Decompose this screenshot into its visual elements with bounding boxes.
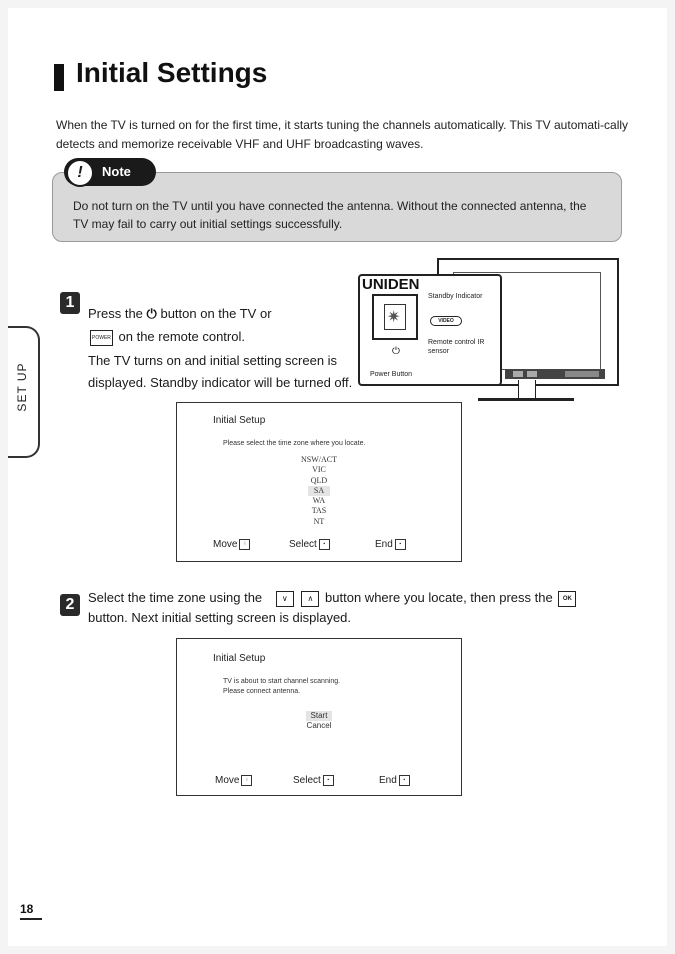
timezone-option[interactable]: VIC (312, 465, 326, 475)
screen-1-move-hint (213, 539, 250, 550)
exit-key-icon: ▪ (399, 775, 410, 786)
step-2-badge: 2 (60, 594, 80, 616)
screen-1-title: Initial Setup (213, 415, 266, 426)
screen-2-message-1: TV is about to start channel scanning. (223, 678, 341, 685)
arrow-keys-icon: ⁝ (239, 539, 250, 550)
power-button-icon: ⏻ (392, 346, 400, 357)
power-button-label: Power Button (370, 371, 413, 378)
select-label: Select (293, 775, 321, 787)
step-1-badge: 1 (60, 292, 80, 314)
standby-indicator-label: Standby Indicator (428, 293, 483, 300)
ok-key-icon: ▪ (319, 539, 330, 550)
step-1-text-d: The TV turns on and initial setting screen is displayed. Standby indicator will be turned off. (88, 353, 353, 390)
screen-1-select-hint (289, 539, 330, 550)
note-tab (64, 158, 156, 186)
end-label: End (375, 539, 393, 551)
step-2-text-b: button where you locate, then press the (325, 590, 553, 605)
timezone-option[interactable]: NSW/ACT (301, 455, 337, 464)
standby-light-icon: ✷ (387, 309, 401, 326)
power-icon: ⏻ (146, 306, 157, 321)
step-1-line-2 (88, 326, 358, 348)
move-label: Move (215, 775, 240, 787)
ok-key-icon: OK (558, 591, 576, 607)
initial-setup-timezone-screen (176, 402, 462, 562)
exclamation-icon: ! (66, 159, 94, 187)
ok-key-icon: ▪ (323, 775, 334, 786)
intro-paragraph: When the TV is turned on for the first time, it starts tuning the channels automatically. This TV automati-cally detects and memorize receivable VHF and UHF broadcasting waves. (56, 118, 629, 151)
timezone-list (177, 455, 461, 527)
screen-2-select-hint (293, 775, 334, 786)
tv-panel-button (513, 371, 523, 377)
up-key-icon: ∧ (301, 591, 319, 607)
brand-logo: UNIDEN (362, 276, 420, 293)
screen-2-move-hint (215, 775, 252, 786)
screen-2-message-2: Please connect antenna. (223, 688, 301, 695)
section-side-tab (8, 326, 40, 458)
tv-panel-light (565, 371, 599, 377)
step-2-line-1 (88, 587, 628, 609)
start-option[interactable]: Start (306, 711, 332, 721)
timezone-option[interactable]: QLD (310, 475, 328, 485)
scan-options (177, 711, 461, 731)
timezone-option-selected[interactable]: SA (308, 486, 330, 496)
select-label: Select (289, 539, 317, 551)
screen-1-message: Please select the time zone where you locate. (223, 440, 366, 447)
note-label: Note (102, 164, 131, 179)
timezone-option[interactable]: WA (312, 496, 326, 506)
step-2-text-c: button. Next initial setting screen is displayed. (88, 610, 352, 625)
page-title: Initial Settings (76, 57, 268, 88)
note-text: Do not turn on the TV until you have connected the antenna. Without the connected antenna, the TV may fail to carry out initial settings successfully. (73, 199, 587, 231)
title-marker (54, 64, 64, 91)
tv-front-panel (505, 369, 605, 379)
initial-setup-scan-screen (176, 638, 462, 796)
exit-key-icon: ▪ (395, 539, 406, 550)
cancel-option[interactable]: Cancel (306, 721, 332, 730)
step-1-text-c: on the remote control. (118, 329, 245, 344)
screen-1-end-hint (375, 539, 406, 550)
down-key-icon: ∨ (276, 591, 294, 607)
tv-panel-callout (358, 274, 502, 386)
video-button-label: VIDEO (430, 316, 462, 326)
screen-2-end-hint (379, 775, 410, 786)
tv-stand (478, 384, 574, 401)
step-1-text-b: button on the TV or (160, 306, 272, 321)
tv-panel-button (527, 371, 537, 377)
standby-indicator-panel (372, 294, 418, 340)
step-1-line-1 (88, 303, 358, 325)
move-label: Move (213, 539, 238, 551)
indicator-window (384, 304, 406, 330)
step-2-text-a: Select the time zone using the (88, 590, 263, 605)
ir-sensor-label: Remote control IR sensor (428, 339, 485, 355)
timezone-option[interactable]: NT (313, 516, 325, 526)
side-tab-label: SET UP (15, 362, 29, 412)
timezone-option[interactable]: TAS (311, 506, 327, 516)
page-number: 18 (20, 902, 42, 920)
screen-2-title: Initial Setup (213, 653, 266, 664)
arrow-keys-icon: ⁝ (241, 775, 252, 786)
step-1-text-a: Press the (88, 306, 143, 321)
remote-power-key-icon: POWER (90, 330, 113, 346)
end-label: End (379, 775, 397, 787)
